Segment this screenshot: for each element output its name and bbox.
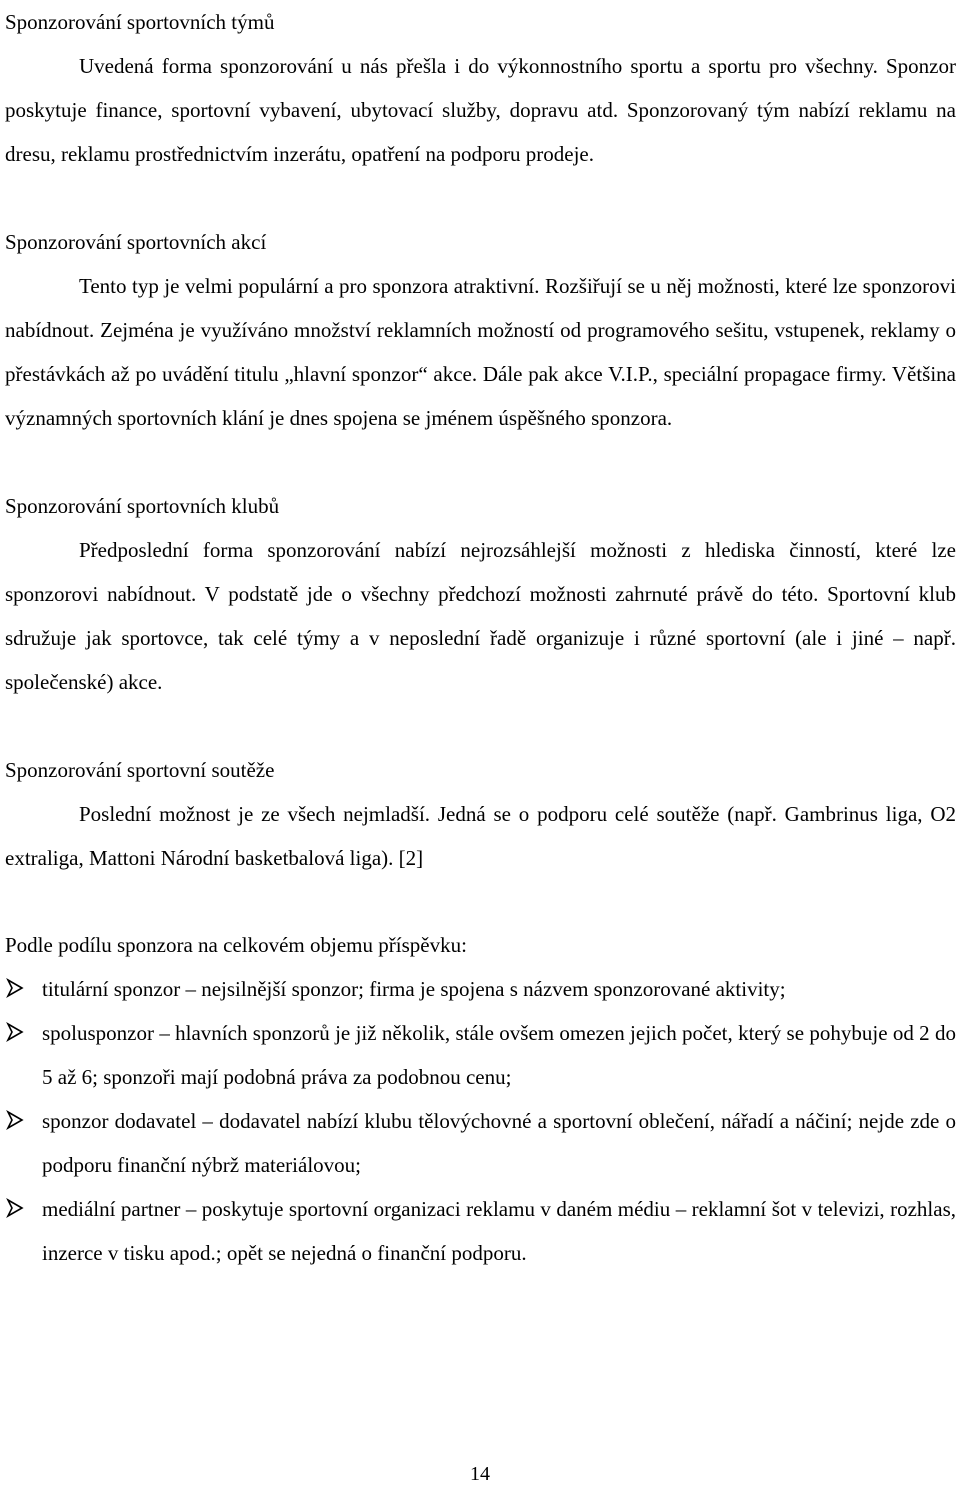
section-paragraph-competition: Poslední možnost je ze všech nejmladší. Jedná se o podporu celé soutěže (např. Gambrinus liga, O2 extraliga, Mattoni Národní basketbalová liga). [2] xyxy=(5,802,956,870)
arrow-bullet-icon xyxy=(5,978,25,998)
arrow-bullet-icon xyxy=(5,1110,25,1130)
section-heading-competition: Sponzorování sportovní soutěže xyxy=(5,758,275,782)
list-item xyxy=(5,1099,956,1187)
list-item-text: spolusponzor – hlavních sponzorů je již několik, stále ovšem omezen jejich počet, který se pohybuje od 2 do 5 až 6; sponzoři mají podobná práva za podobnou cenu; xyxy=(42,1021,956,1089)
page-number: 14 xyxy=(470,1463,490,1485)
arrow-bullet-icon xyxy=(5,1198,25,1218)
section-paragraph-events: Tento typ je velmi populární a pro sponzora atraktivní. Rozšiřují se u něj možnosti, které lze sponzorovi nabídnout. Zejména je využíváno množství reklamních možností od programového sešitu, vstupenek, reklamy o přestávkách až po uvádění titulu „hlavní sponzor“ akce. Dále pak akce V.I.P., speciální propagace firmy. Většina významných sportovních klání je dnes spojena se jménem úspěšného sponzora. xyxy=(5,274,956,430)
list-item-text: titulární sponzor – nejsilnější sponzor; firma je spojena s názvem sponzorované aktivity; xyxy=(42,977,786,1001)
arrow-bullet-icon xyxy=(5,1022,25,1042)
section-paragraph-clubs: Předposlední forma sponzorování nabízí nejrozsáhlejší možnosti z hlediska činností, které lze sponzorovi nabídnout. V podstatě jde o všechny předchozí možnosti zahrnuté právě do této. Sportovní klub sdružuje jak sportovce, tak celé týmy a v neposlední řadě organizuje i různé sportovní (ale i jiné – např. společenské) akce. xyxy=(5,538,956,694)
sponsor-type-list xyxy=(5,967,956,1275)
document-page xyxy=(5,0,956,1275)
section-heading-teams: Sponzorování sportovních týmů xyxy=(5,10,275,34)
section-heading-clubs: Sponzorování sportovních klubů xyxy=(5,494,280,518)
list-item xyxy=(5,1011,956,1099)
list-item xyxy=(5,967,956,1011)
list-item-text: mediální partner – poskytuje sportovní organizaci reklamu v daném médiu – reklamní šot v televizi, rozhlas, inzerce v tisku apod.; opět se nejedná o finanční podporu. xyxy=(42,1197,956,1265)
list-item-text: sponzor dodavatel – dodavatel nabízí klubu tělovýchovné a sportovní oblečení, nářadí a náčiní; nejde zde o podporu finanční nýbrž materiálovou; xyxy=(42,1109,956,1177)
section-paragraph-teams: Uvedená forma sponzorování u nás přešla i do výkonnostního sportu a sportu pro všechny. Sponzor poskytuje finance, sportovní vybavení, ubytovací služby, dopravu atd. Sponzorovaný tým nabízí reklamu na dresu, reklamu prostřednictvím inzerátu, opatření na podporu prodeje. xyxy=(5,54,956,166)
list-item xyxy=(5,1187,956,1275)
list-heading: Podle podílu sponzora na celkovém objemu příspěvku: xyxy=(5,933,467,957)
section-heading-events: Sponzorování sportovních akcí xyxy=(5,230,267,254)
